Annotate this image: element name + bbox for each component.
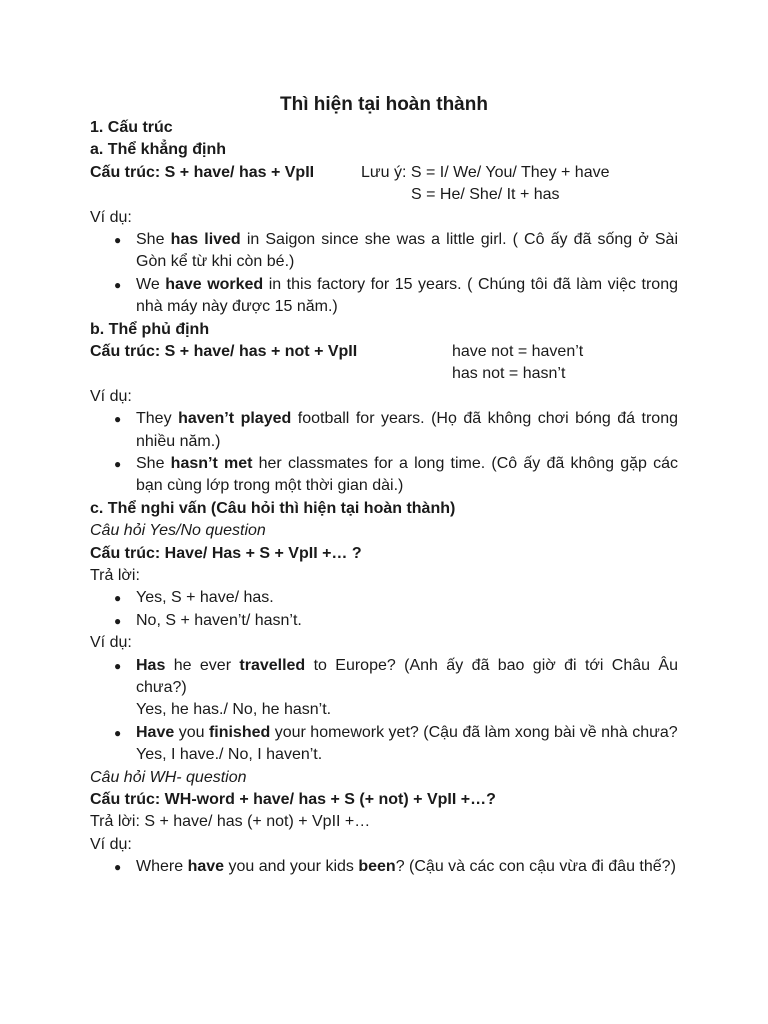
negative-structure-row: [90, 341, 678, 363]
yesno-label: Câu hỏi Yes/No question: [90, 522, 266, 540]
affirmative-note-row: [90, 184, 678, 206]
wh-label: Câu hỏi WH- question: [90, 768, 247, 786]
page-title: Thì hiện tại hoàn thành: [280, 94, 488, 115]
wh-answer: Trả lời: S + have/ has (+ not) + VpII +…: [90, 813, 371, 831]
bullet-icon: ●: [114, 658, 122, 673]
affirmative-heading: a. Thể khẳng định: [90, 141, 227, 159]
question-example-label: Ví dụ:: [90, 634, 132, 652]
example-text: She has lived in Saigon since she was a little girl. ( Cô ấy đã sống ở Sài Gòn kể từ khi còn bé.): [136, 230, 678, 271]
wh-structure: Cấu trúc: WH-word + have/ has + S (+ not) + VpII +…?: [90, 790, 496, 808]
list-item: [90, 856, 678, 878]
example-text: Have you finished your homework yet? (Cậu đã làm xong bài về nhà chưa?: [136, 723, 678, 741]
bullet-icon: ●: [114, 591, 122, 606]
section-heading-structure: 1. Cấu trúc: [90, 119, 173, 136]
example-text: They haven’t played football for years. (Họ đã không chơi bóng đá trong nhiều năm.): [136, 410, 678, 450]
yesno-structure: Cấu trúc: Have/ Has + S + VpII +… ?: [90, 544, 362, 562]
negative-note-2: has not = hasn’t: [452, 365, 566, 383]
bullet-icon: ●: [114, 412, 122, 427]
example-reply: Yes, he has./ No, he hasn’t.: [136, 701, 332, 719]
affirmative-note-2: S = He/ She/ It + has: [411, 186, 560, 204]
list-item: [90, 610, 678, 632]
bullet-icon: ●: [114, 860, 122, 875]
example-text: We have worked in this factory for 15 years. ( Chúng tôi đã làm việc trong nhà máy này được 15 năm.): [136, 275, 679, 316]
bullet-icon: ●: [114, 277, 122, 292]
example-reply: Yes, I have./ No, I haven’t.: [136, 746, 323, 764]
question-heading: c. Thể nghi vấn (Câu hỏi thì hiện tại hoàn thành): [90, 499, 456, 517]
example-text: Has he ever travelled to Europe? (Anh ấy đã bao giờ đi tới Châu Âu chưa?): [136, 656, 678, 696]
affirmative-example-label: Ví dụ:: [90, 208, 132, 226]
example-text: She hasn’t met her classmates for a long time. (Cô ấy đã không gặp các bạn cùng lớp trong một thời gian dài.): [136, 454, 679, 495]
bullet-icon: ●: [114, 725, 122, 740]
list-item: [90, 655, 678, 722]
list-item: [90, 722, 678, 767]
answer-text: Yes, S + have/ has.: [136, 589, 274, 607]
affirmative-note-1: Lưu ý: S = I/ We/ You/ They + have: [361, 163, 610, 181]
bullet-icon: ●: [114, 232, 122, 247]
negative-example-label: Ví dụ:: [90, 387, 132, 405]
list-item: [90, 229, 678, 274]
list-item: [90, 587, 678, 609]
list-item: [90, 453, 678, 498]
bullet-icon: ●: [114, 613, 122, 628]
example-text: Where have you and your kids been? (Cậu và các con cậu vừa đi đâu thế?): [136, 858, 676, 876]
list-item: [90, 408, 678, 453]
affirmative-structure: Cấu trúc: S + have/ has + VpII: [90, 163, 315, 181]
negative-note-1: have not = haven’t: [452, 342, 584, 360]
bullet-icon: ●: [114, 456, 122, 471]
wh-example-label: Ví dụ:: [90, 835, 132, 853]
negative-heading: b. Thể phủ định: [90, 320, 210, 338]
answer-text: No, S + haven’t/ hasn’t.: [136, 611, 302, 629]
negative-structure: Cấu trúc: S + have/ has + not + VpII: [90, 342, 358, 360]
answer-label: Trả lời:: [90, 566, 140, 584]
list-item: [90, 274, 678, 319]
negative-note-row: [90, 363, 678, 385]
affirmative-structure-row: [90, 162, 678, 184]
document-body: [90, 117, 678, 879]
